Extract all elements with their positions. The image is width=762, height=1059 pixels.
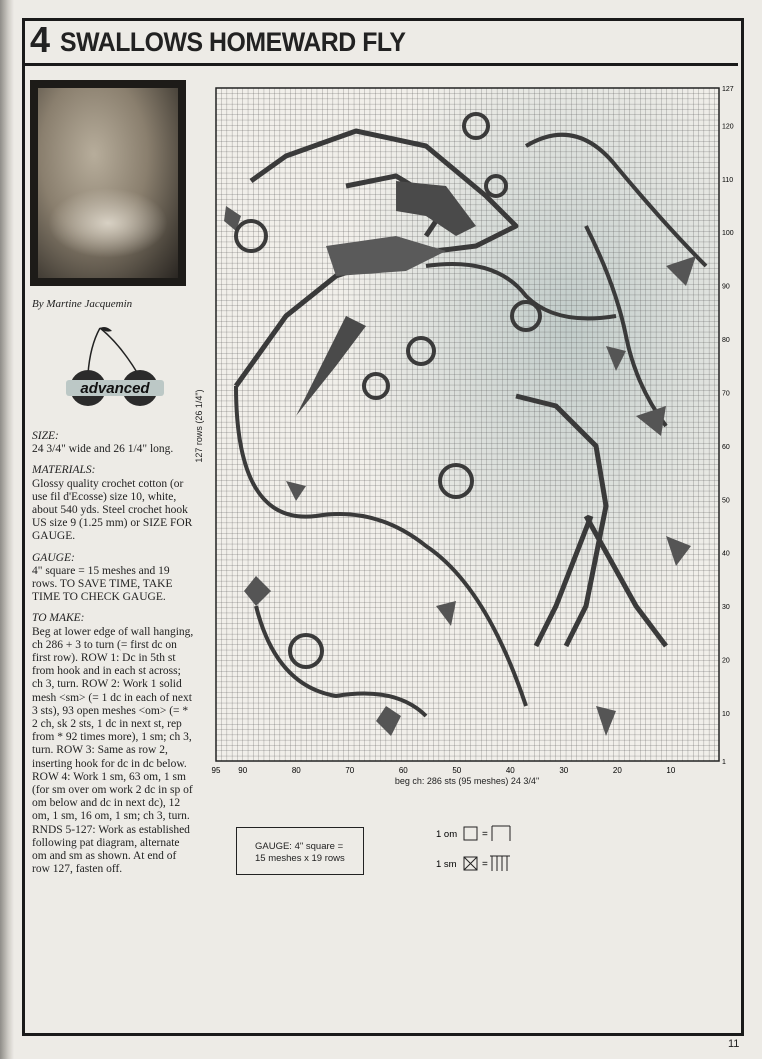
photo-image (38, 88, 178, 278)
legend-svg (430, 823, 550, 883)
y-tick-label: 10 (722, 710, 730, 718)
y-tick-label: 100 (722, 230, 734, 238)
y-tick-label: 50 (722, 497, 730, 505)
badge-label: advanced (80, 380, 150, 397)
gauge-box-line2: 15 meshes x 19 rows (255, 853, 345, 864)
legend-sm-label: 1 sm (436, 859, 457, 870)
gauge-text: 4" square = 15 meshes and 19 rows. TO SAVE TIME, TAKE TIME TO CHECK GAUGE. (32, 564, 173, 604)
pattern-number: 4 (30, 19, 51, 60)
y-axis-ticks (722, 86, 734, 766)
cherry-stem-left (88, 328, 100, 374)
y-tick-label: 20 (722, 657, 730, 665)
materials-text: Glossy quality crochet cotton (or use fil d'Ecosse) size 10, white, about 540 yds. Steel crochet hook US size 9 (1.25 mm) or SIZE FOR GAUGE. (32, 477, 193, 543)
y-tick-label: 110 (722, 176, 734, 184)
finished-piece-photo (30, 80, 186, 286)
y-tick-label: 40 (722, 550, 730, 558)
solid-mesh-cross-icon (464, 857, 477, 870)
to-make-text: Beg at lower edge of wall hanging, ch 286 + 3 to turn (= first dc on first row). ROW 1: Dc in 5th st from hook and in each st across; ch 3, turn. ROW 2: Work 1 solid mesh <sm> (= 1 dc in each of next 3 sts), 93 open meshes <om> (= * 2 ch, sk 2 sts, 1 dc in next st, rep from * 92 times more), 1 sm; ch 3, turn. ROW 3: Same as row 2, inserting hook for dc in dc below. ROW 4: Work 1 sm, 63 om, 1 sm (for sm over om work 2 dc in sp of om below and dc in next dc), 12 om, 1 sm, 16 om, 1 sm; ch 3, turn. RNDS 5-127: Work as established following pat diagram, alternate om and sm as shown. At end of row 127, fasten off. (32, 625, 194, 876)
title-bar (22, 18, 738, 66)
x-tick-label: 70 (345, 766, 355, 775)
gauge-box (236, 827, 364, 875)
legend-sm-eq: = (482, 859, 488, 870)
filet-chart (196, 86, 742, 786)
size-text: 24 3/4" wide and 26 1/4" long. (32, 443, 174, 456)
solid-mesh-symbol-icon (490, 856, 510, 871)
chart-side-label: 127 rows (26 1/4") (194, 389, 204, 463)
skill-badge (60, 326, 170, 408)
chart-svg (196, 86, 742, 786)
y-tick-label: 70 (722, 390, 730, 398)
x-tick-label: 20 (612, 766, 622, 775)
y-tick-label: 80 (722, 337, 730, 345)
materials-heading: MATERIALS: (32, 464, 96, 477)
page-spine-shadow (0, 0, 14, 1059)
cherry-stem-right (100, 328, 138, 374)
chart-bottom-label: beg ch: 286 sts (95 meshes) 24 3/4" (394, 776, 540, 786)
legend-om-eq: = (482, 829, 488, 840)
x-tick-label: 10 (666, 766, 676, 775)
open-mesh-icon (464, 827, 477, 840)
legend-om-label: 1 om (436, 829, 458, 840)
y-tick-label: 60 (722, 443, 730, 451)
y-tick-label: 120 (722, 123, 734, 131)
y-tick-label: 1 (722, 759, 726, 766)
gauge-heading: GAUGE: (32, 551, 75, 564)
x-axis-ticks (212, 766, 676, 775)
size-heading: SIZE: (32, 430, 59, 442)
x-tick-label: 95 (211, 766, 221, 775)
x-tick-label: 40 (505, 766, 515, 775)
x-tick-label: 60 (398, 766, 408, 775)
page-number: 11 (728, 1038, 740, 1050)
x-tick-label: 90 (238, 766, 248, 775)
y-tick-label: 90 (722, 283, 730, 291)
x-tick-label: 30 (559, 766, 569, 775)
y-tick-label: 127 (722, 86, 734, 93)
x-tick-label: 50 (452, 766, 462, 775)
to-make-heading: TO MAKE: (32, 612, 85, 625)
gauge-box-line1: GAUGE: 4" square = (255, 841, 344, 852)
page-title: SWALLOWS HOMEWARD FLY (60, 27, 406, 57)
designer-byline: By Martine Jacquemin (32, 298, 133, 310)
instructions-column (32, 430, 194, 877)
open-mesh-symbol-icon (492, 826, 510, 841)
x-tick-label: 80 (291, 766, 301, 775)
stitch-legend (430, 823, 550, 883)
y-tick-label: 30 (722, 604, 730, 612)
cherry-leaf-icon (100, 327, 112, 332)
